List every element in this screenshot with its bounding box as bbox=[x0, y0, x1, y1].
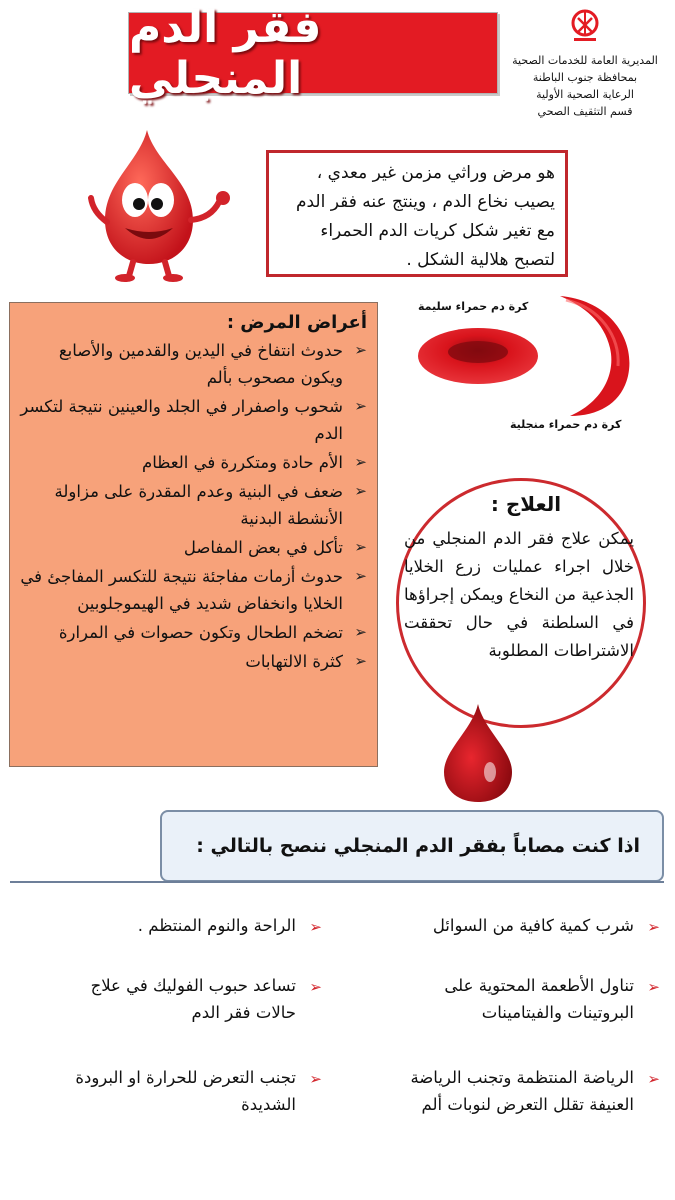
symptoms-panel bbox=[9, 302, 378, 767]
checkmark-icon: ➢ bbox=[354, 652, 367, 670]
checkmark-icon: ➢ bbox=[354, 453, 367, 471]
sickle-cell-label: كرة دم حمراء منجلية bbox=[510, 418, 622, 431]
ministry-logo-icon bbox=[568, 8, 602, 48]
org-line: الرعاية الصحية الأولية bbox=[536, 88, 634, 101]
symptoms-list bbox=[20, 337, 367, 675]
org-line: بمحافظة جنوب الباطنة bbox=[532, 71, 638, 84]
advice-banner-text: اذا كنت مصاباً بفقر الدم المنجلي ننصح بالتالي : bbox=[196, 835, 640, 857]
advice-item: ➢ تجنب التعرض للحرارة او البرودة الشديدة bbox=[75, 1068, 322, 1114]
blood-drop-mascot-icon bbox=[85, 122, 245, 282]
symptom-item: ➢ كثرة الالتهابات bbox=[20, 648, 367, 675]
advice-item: ➢ الراحة والنوم المنتظم . bbox=[46, 912, 322, 939]
symptoms-heading: أعراض المرض : bbox=[226, 312, 367, 333]
checkmark-icon: ➢ bbox=[354, 623, 367, 641]
normal-cell-label: كرة دم حمراء سليمة bbox=[418, 300, 529, 313]
symptom-item: ➢ حدوث انتفاخ في اليدين والقدمين والأصابع ويكون مصحوب بألم bbox=[20, 337, 367, 391]
symptom-item: ➢ حدوث أزمات مفاجئة نتيجة للتكسر المفاجئ في الخلايا وانخفاض شديد في الهيموجلوبين bbox=[20, 563, 367, 617]
checkmark-icon: ➢ bbox=[354, 482, 367, 500]
arrow-icon: ➢ bbox=[647, 978, 660, 996]
org-line: قسم التثقيف الصحي bbox=[537, 105, 633, 118]
arrow-icon: ➢ bbox=[309, 1070, 322, 1088]
arrow-icon: ➢ bbox=[647, 1070, 660, 1088]
advice-item: ➢ تناول الأطعمة المحتوية على البروتينات والفيتامينات bbox=[444, 976, 660, 1022]
symptom-item: ➢ تضخم الطحال وتكون حصوات في المرارة bbox=[20, 619, 367, 646]
advice-item: ➢ شرب كمية كافية من السوائل bbox=[384, 912, 660, 939]
organization-header bbox=[505, 8, 665, 120]
divider-line bbox=[10, 881, 664, 883]
definition-box bbox=[266, 150, 568, 277]
advice-item: ➢ الرياضة المنتظمة وتجنب الرياضة العنيفة تقلل التعرض لنوبات ألم bbox=[410, 1068, 660, 1114]
arrow-icon: ➢ bbox=[309, 978, 322, 996]
checkmark-icon: ➢ bbox=[354, 397, 367, 415]
page-title-box bbox=[128, 2, 498, 104]
checkmark-icon: ➢ bbox=[354, 341, 367, 359]
symptom-item: ➢ الأم حادة ومتكررة في العظام bbox=[20, 449, 367, 476]
checkmark-icon: ➢ bbox=[354, 538, 367, 556]
treatment-heading: العلاج : bbox=[490, 492, 562, 516]
sickle-red-cell-icon bbox=[540, 290, 640, 420]
arrow-icon: ➢ bbox=[309, 918, 322, 936]
org-line: المديرية العامة للخدمات الصحية bbox=[512, 54, 658, 67]
symptom-item: ➢ شحوب واصفرار في الجلد والعينين نتيجة لتكسر الدم bbox=[20, 393, 367, 447]
advice-item: ➢ تساعد حبوب الفوليك في علاج حالات فقر الدم bbox=[90, 976, 322, 1022]
symptom-item: ➢ ضعف في البنية وعدم المقدرة على مزاولة الأنشطة البدنية bbox=[20, 478, 367, 532]
advice-banner bbox=[160, 810, 664, 882]
page-title: فقر الدم المنجلي bbox=[129, 2, 322, 104]
definition-text: هو مرض وراثي مزمن غير معدي ، يصيب نخاع الدم ، وينتج عنه فقر الدم مع تغير شكل كريات الدم الحمراء لتصبح هلالية الشكل . bbox=[295, 163, 555, 270]
treatment-text: يمكن علاج فقر الدم المنجلي من خلال اجراء عمليات زرع الخلايا الجذعية من النخاع ويمكن إجراؤها في السلطنة في حال تحققت الاشتراطات المطلوبة bbox=[404, 529, 634, 660]
normal-red-cell-icon bbox=[414, 318, 544, 388]
checkmark-icon: ➢ bbox=[354, 567, 367, 585]
blood-drop-icon bbox=[438, 700, 518, 805]
symptom-item: ➢ تأكل في بعض المفاصل bbox=[20, 534, 367, 561]
arrow-icon: ➢ bbox=[647, 918, 660, 936]
